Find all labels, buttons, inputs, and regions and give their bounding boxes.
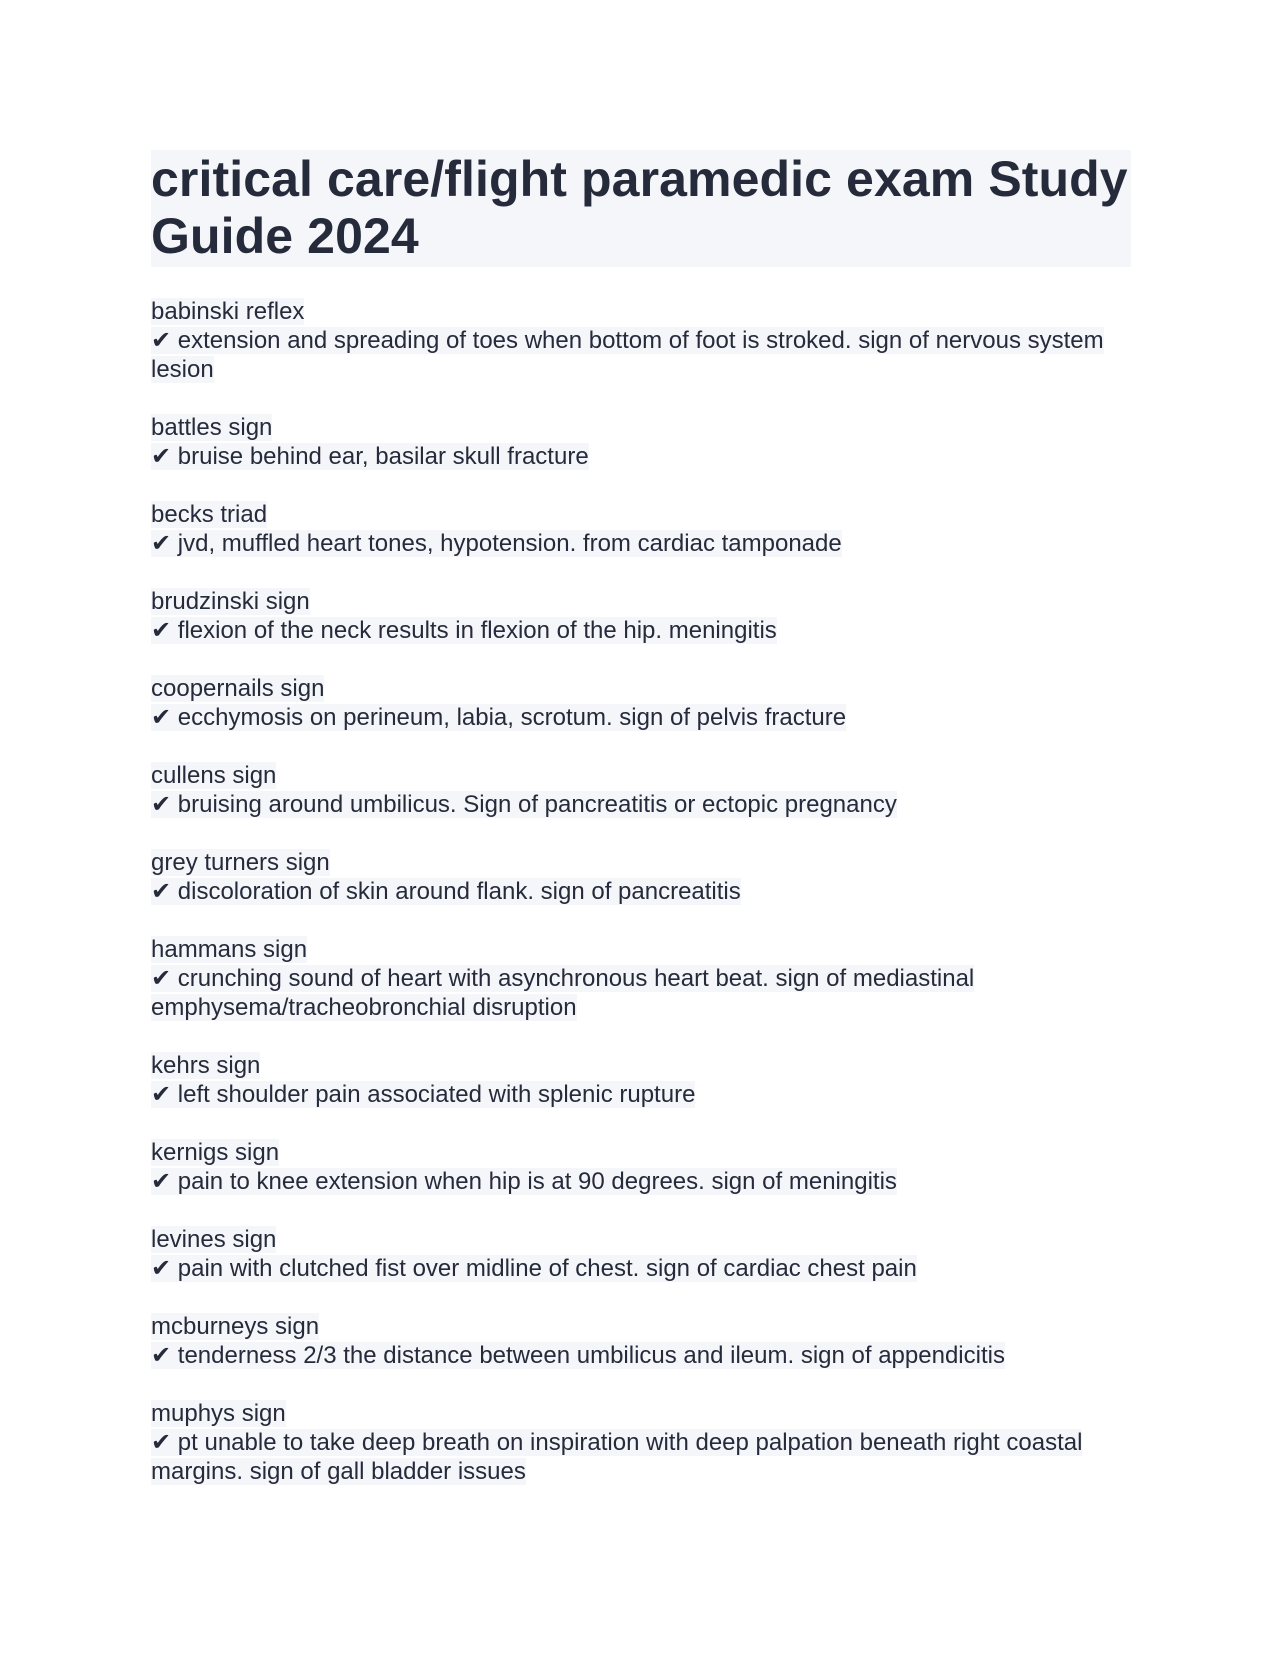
term-item [151,587,1131,645]
term-name: coopernails sign [151,675,325,702]
check-icon: ✔ [151,965,172,992]
term-item [151,297,1131,384]
term-item [151,935,1131,1022]
term-item [151,1312,1131,1370]
term-definition: jvd, muffled heart tones, hypotension. from cardiac tamponade [177,530,842,557]
term-definition: crunching sound of heart with asynchronous heart beat. sign of mediastinal emphysema/tracheobronchial disruption [151,965,975,1021]
check-icon: ✔ [151,443,172,470]
term-name: muphys sign [151,1400,286,1427]
term-definition: discoloration of skin around flank. sign of pancreatitis [177,878,741,905]
term-definition: flexion of the neck results in flexion of the hip. meningitis [177,617,777,644]
term-name: brudzinski sign [151,588,310,615]
check-icon: ✔ [151,1429,172,1456]
term-name: hammans sign [151,936,308,963]
term-name: becks triad [151,501,268,528]
term-name: levines sign [151,1226,277,1253]
term-item [151,413,1131,471]
check-icon: ✔ [151,1081,172,1108]
term-item [151,1225,1131,1283]
term-item [151,1051,1131,1109]
check-icon: ✔ [151,791,172,818]
term-name: kernigs sign [151,1139,280,1166]
page-title: critical care/flight paramedic exam Study Guide 2024 [151,150,1131,267]
check-icon: ✔ [151,1342,172,1369]
term-definition: extension and spreading of toes when bottom of foot is stroked. sign of nervous system lesion [151,327,1104,383]
term-list [151,297,1131,1486]
term-name: kehrs sign [151,1052,261,1079]
term-name: grey turners sign [151,849,330,876]
term-definition: pain to knee extension when hip is at 90 degrees. sign of meningitis [177,1168,897,1195]
check-icon: ✔ [151,1255,172,1282]
check-icon: ✔ [151,530,172,557]
term-item [151,500,1131,558]
check-icon: ✔ [151,878,172,905]
term-definition: bruise behind ear, basilar skull fracture [177,443,589,470]
document-page [151,150,1131,1515]
check-icon: ✔ [151,1168,172,1195]
term-definition: ecchymosis on perineum, labia, scrotum. sign of pelvis fracture [177,704,847,731]
term-name: babinski reflex [151,298,305,325]
term-name: cullens sign [151,762,277,789]
check-icon: ✔ [151,617,172,644]
term-item [151,848,1131,906]
check-icon: ✔ [151,327,172,354]
term-definition: pt unable to take deep breath on inspiration with deep palpation beneath right coastal margins. sign of gall bladder issues [151,1429,1083,1485]
term-definition: pain with clutched fist over midline of chest. sign of cardiac chest pain [177,1255,917,1282]
term-item [151,1138,1131,1196]
term-name: battles sign [151,414,273,441]
term-definition: tenderness 2/3 the distance between umbilicus and ileum. sign of appendicitis [177,1342,1005,1369]
term-definition: bruising around umbilicus. Sign of pancreatitis or ectopic pregnancy [177,791,897,818]
check-icon: ✔ [151,704,172,731]
term-item [151,761,1131,819]
term-name: mcburneys sign [151,1313,320,1340]
term-item [151,1399,1131,1486]
term-definition: left shoulder pain associated with splenic rupture [177,1081,696,1108]
term-item [151,674,1131,732]
